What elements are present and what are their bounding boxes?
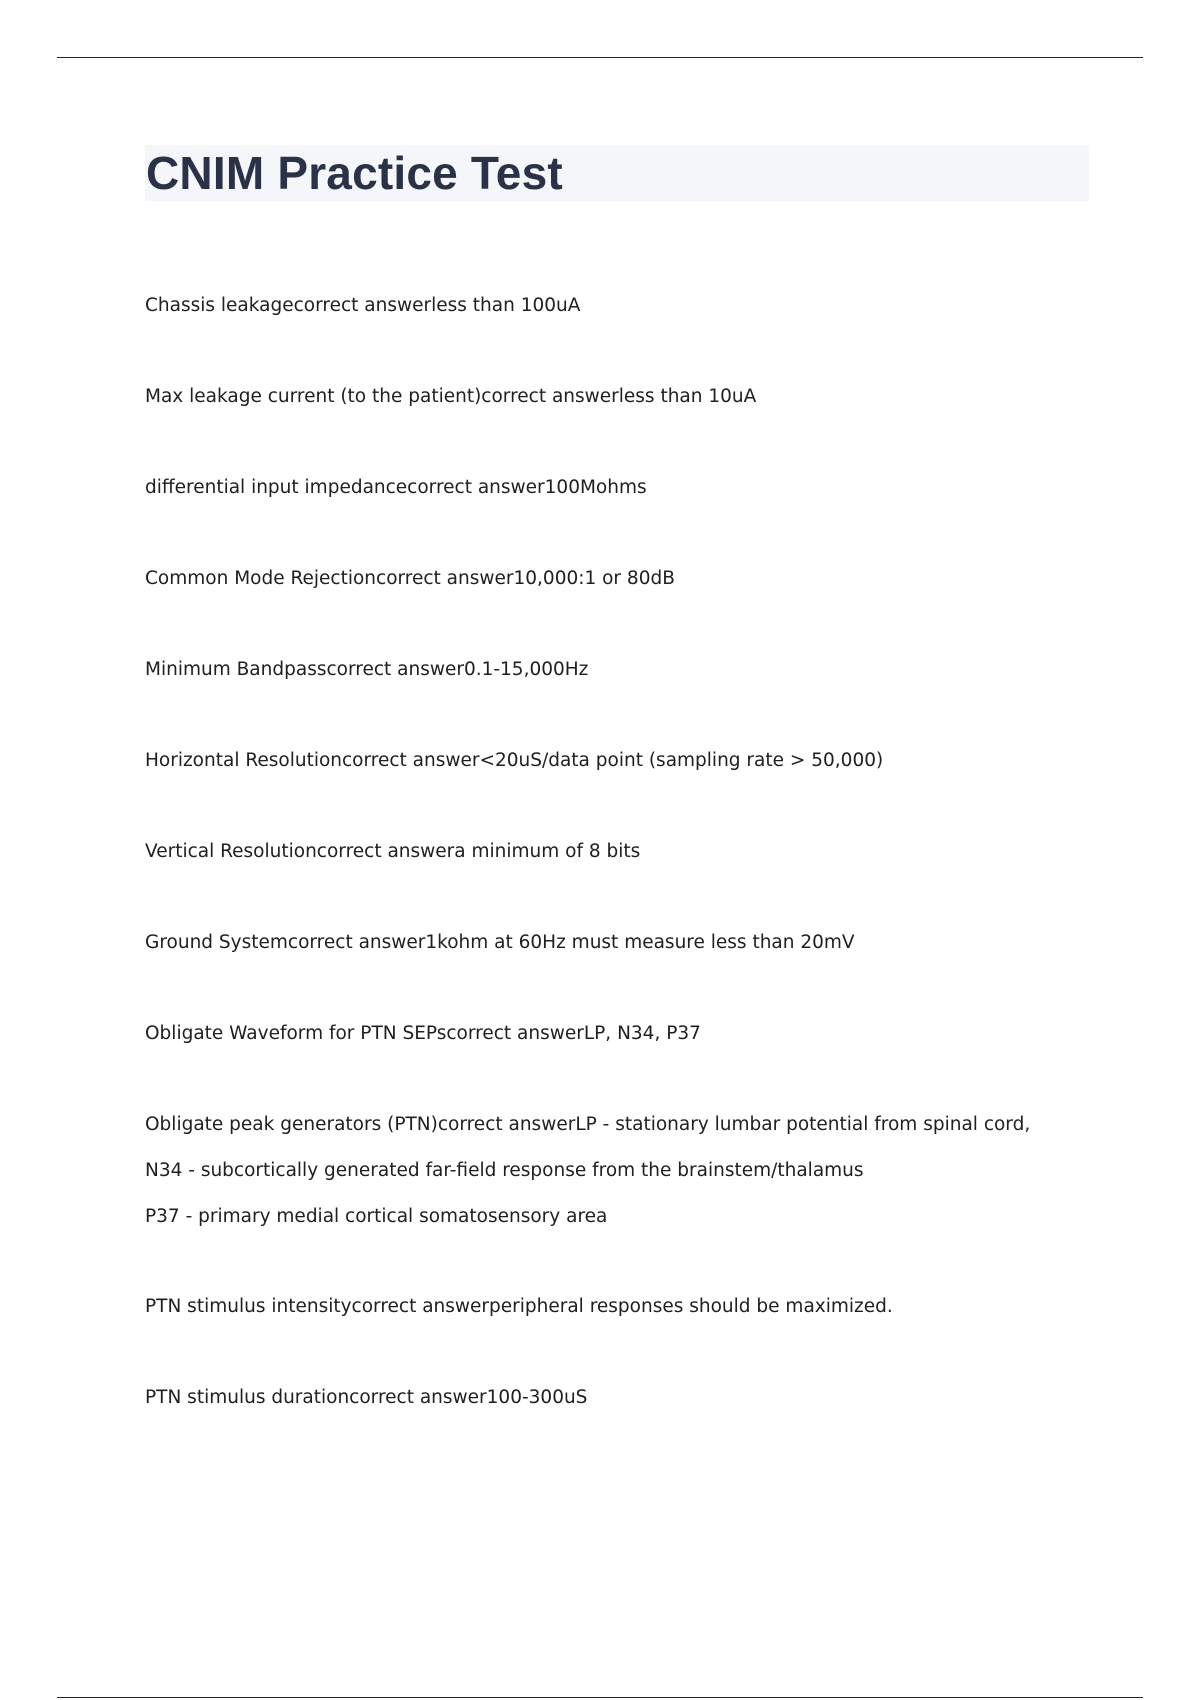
qa-line: Horizontal Resolutioncorrect answer<20uS/data point (sampling rate > 50,000) [145,750,884,771]
qa-item-ptn-stimulus-intensity [145,1284,893,1330]
qa-line: Chassis leakagecorrect answerless than 100uA [145,295,581,316]
qa-item-obligate-peak-generators [145,1102,1030,1240]
qa-line: Vertical Resolutioncorrect answera minimum of 8 bits [145,841,641,862]
qa-item-obligate-waveform [145,1011,701,1057]
qa-item-vertical-resolution [145,829,640,875]
qa-line: Obligate peak generators (PTN)correct answerLP - stationary lumbar potential from spinal cord, [145,1114,1031,1135]
qa-item-common-mode-rejection [145,556,675,602]
qa-item-ground-system [145,920,855,966]
qa-line: Max leakage current (to the patient)correct answerless than 10uA [145,386,757,407]
qa-line: Ground Systemcorrect answer1kohm at 60Hz must measure less than 20mV [145,932,855,953]
qa-line: differential input impedancecorrect answer100Mohms [145,477,647,498]
qa-line: N34 - subcortically generated far-field response from the brainstem/thalamus [145,1160,864,1181]
top-rule [57,57,1143,58]
qa-line: Minimum Bandpasscorrect answer0.1-15,000Hz [145,659,589,680]
qa-line: PTN stimulus intensitycorrect answerperipheral responses should be maximized. [145,1296,893,1317]
qa-line: Common Mode Rejectioncorrect answer10,000:1 or 80dB [145,568,675,589]
qa-item-minimum-bandpass [145,647,588,693]
bottom-rule [57,1697,1143,1698]
qa-item-ptn-stimulus-duration [145,1375,587,1421]
qa-item-max-leakage-current [145,374,756,420]
qa-item-chassis-leakage [145,283,580,329]
qa-line: P37 - primary medial cortical somatosensory area [145,1206,608,1227]
qa-line: Obligate Waveform for PTN SEPscorrect answerLP, N34, P37 [145,1023,701,1044]
qa-item-horizontal-resolution [145,738,883,784]
page-title: CNIM Practice Test [146,147,563,199]
qa-line: PTN stimulus durationcorrect answer100-300uS [145,1387,588,1408]
qa-item-differential-input-impedance [145,465,647,511]
